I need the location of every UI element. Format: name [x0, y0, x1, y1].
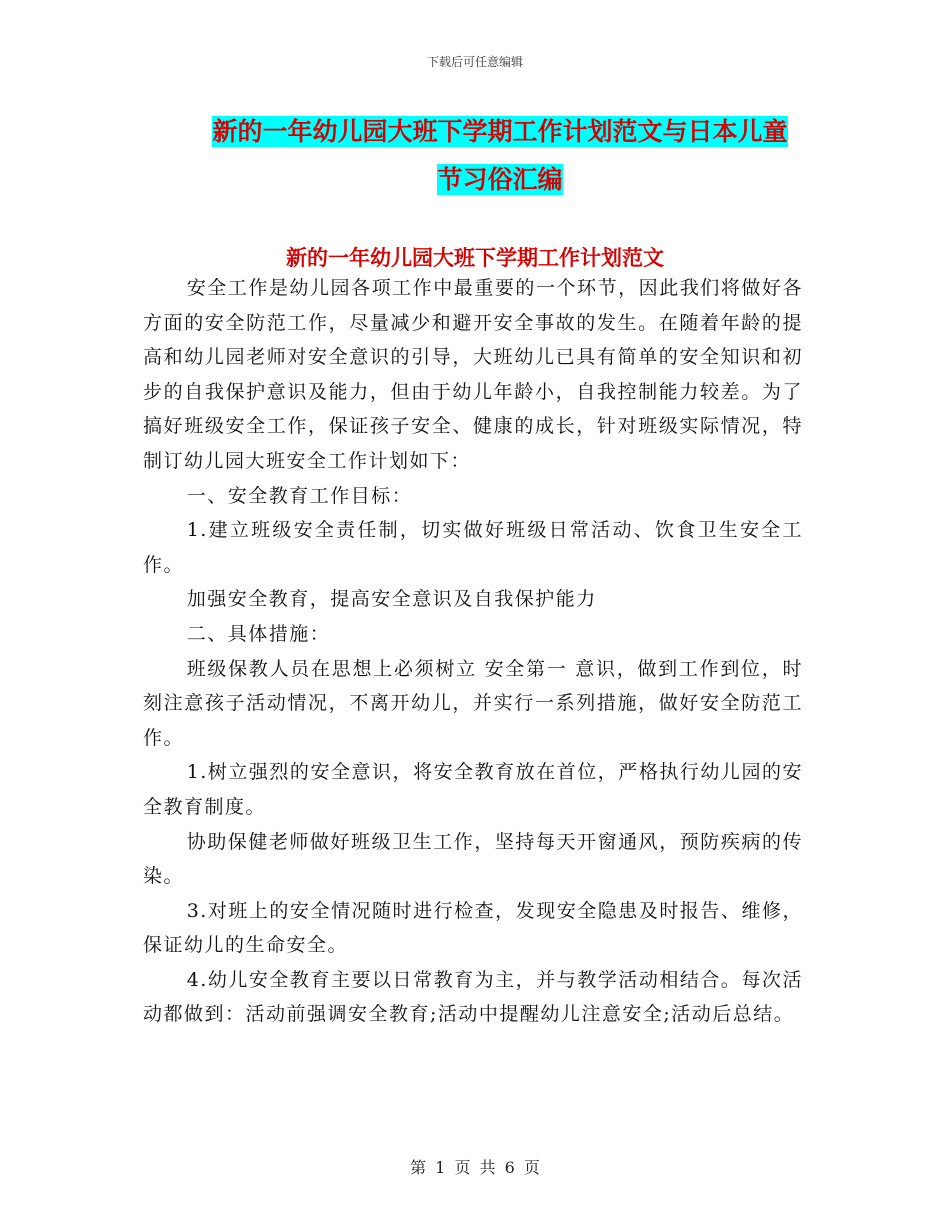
document-body: [143, 271, 803, 1032]
paragraph-heading-goals: 一、安全教育工作目标：: [186, 484, 413, 507]
paragraph-intro: 安全工作是幼儿园各项工作中最重要的一个环节，因此我们将做好各方面的安全防范工作，尽量减少和避开安全事故的发生。在随着年龄的提高和幼儿园老师对安全意识的引导，大班幼儿已具有简单的安全知识和初步的自我保护意识及能力，但由于幼儿年龄小，自我控制能力较差。为了搞好班级安全工作，保证孩子安全、健康的成长，针对班级实际情况，特制订幼儿园大班安全工作计划如下：: [143, 277, 803, 472]
paragraph-measure-1: 1.树立强烈的安全意识，将安全教育放在首位，严格执行幼儿园的安全教育制度。: [143, 761, 803, 818]
paragraph-measure-2: 协助保健老师做好班级卫生工作，坚持每天开窗通风，预防疾病的传染。: [143, 830, 803, 888]
paragraph-heading-measures: 二、具体措施：: [186, 622, 331, 645]
paragraph-goal-2: 加强安全教育，提高安全意识及自我保护能力: [186, 588, 597, 611]
document-title-line-1: 新的一年幼儿园大班下学期工作计划范文与日本儿童: [212, 117, 788, 146]
paragraph-measures-intro: 班级保教人员在思想上必须树立 安全第一 意识，做到工作到位，时刻注意孩子活动情况，不离开幼儿，并实行一系列措施，做好安全防范工作。: [143, 657, 803, 749]
header-note: 下载后可任意编辑: [426, 55, 523, 69]
paragraph-measure-4: 4.幼儿安全教育主要以日常教育为主，并与教学活动相结合。每次活动都做到：活动前强调安全教育;活动中提醒幼儿注意安全;活动后总结。: [143, 968, 803, 1026]
page-number-footer: 第 1 页 共 6 页: [410, 1158, 540, 1177]
section-title: 新的一年幼儿园大班下学期工作计划范文: [286, 246, 664, 270]
paragraph-goal-1: 1.建立班级安全责任制，切实做好班级日常活动、饮食卫生安全工作。: [143, 519, 803, 576]
document-title-line-2: 节习俗汇编: [437, 165, 563, 194]
document-title: [150, 108, 850, 204]
paragraph-measure-3: 3.对班上的安全情况随时进行检查，发现安全隐患及时报告、维修，保证幼儿的生命安全。: [143, 899, 803, 957]
